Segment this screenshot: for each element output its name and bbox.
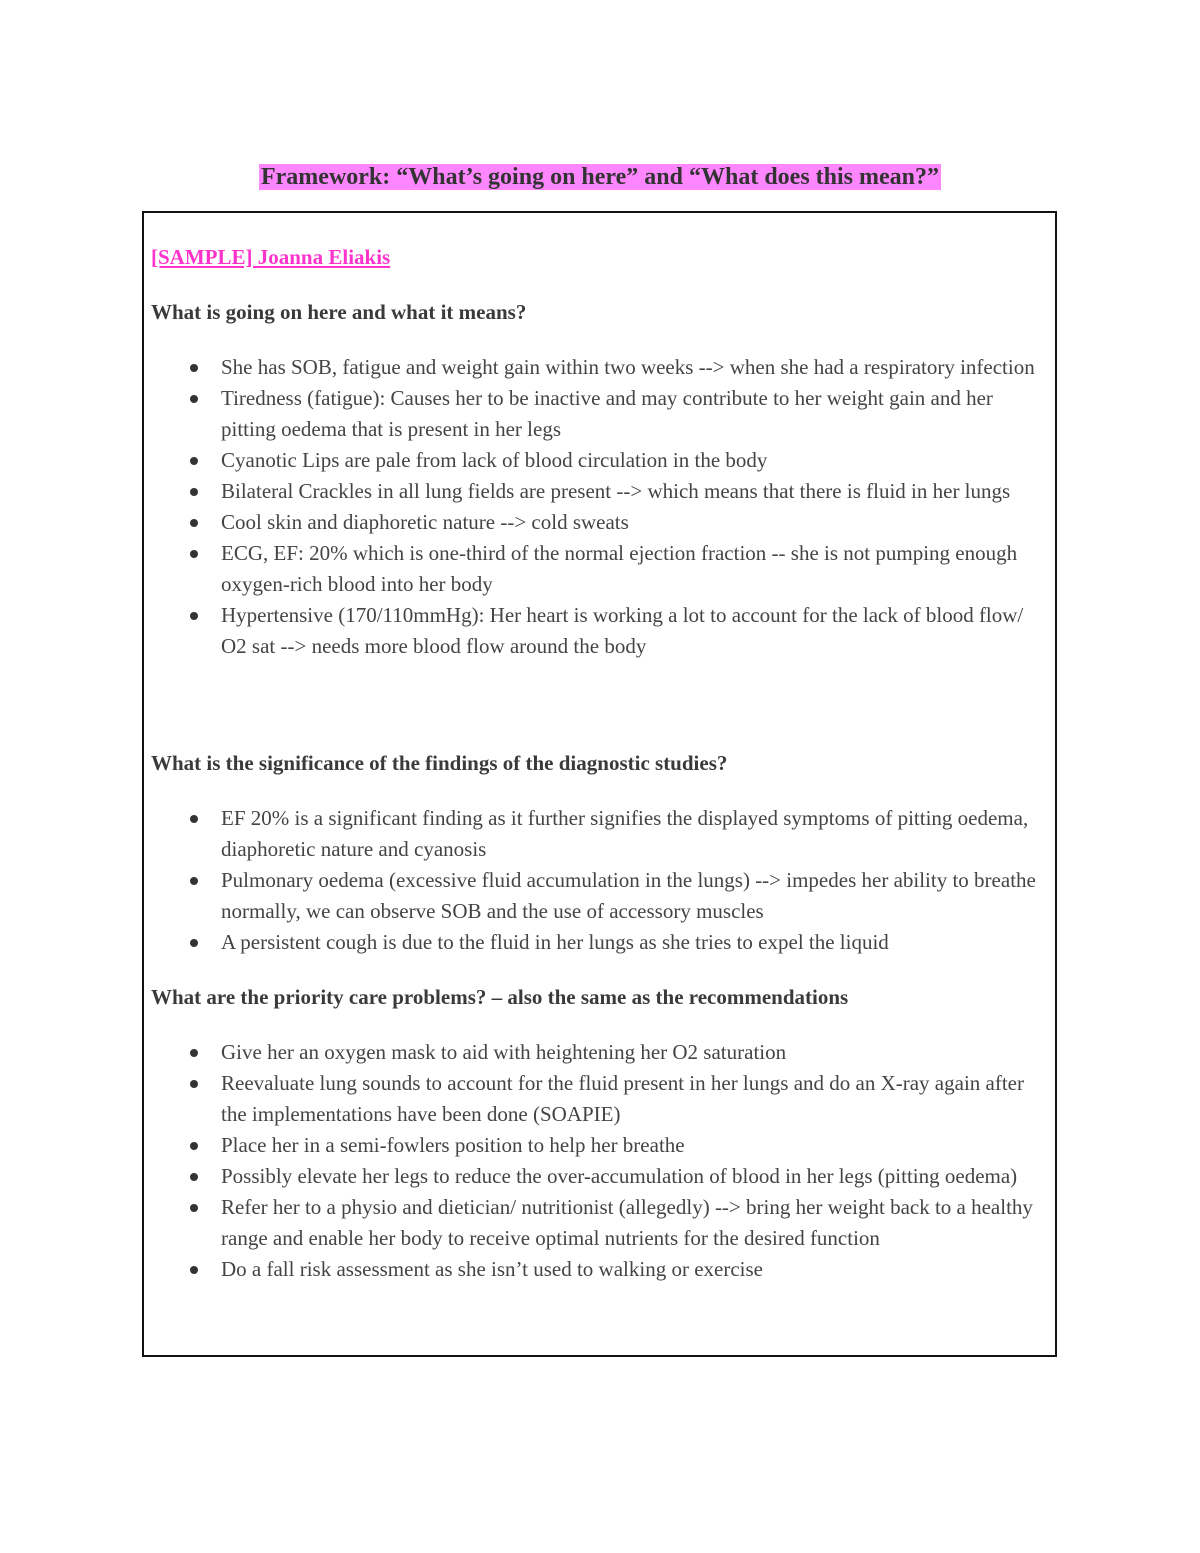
bullet-icon: [190, 550, 198, 558]
bullet-icon: [190, 488, 198, 496]
list-item: [151, 1161, 1051, 1192]
list-item-text: Cyanotic Lips are pale from lack of blood circulation in the body: [221, 448, 768, 472]
list-item: [151, 865, 1051, 927]
bullet-list-significance: [151, 803, 1051, 958]
list-item: [151, 383, 1051, 445]
list-item-text: Give her an oxygen mask to aid with heightening her O2 saturation: [221, 1040, 787, 1064]
list-item: [151, 538, 1051, 600]
sample-name: [SAMPLE] Joanna Eliakis: [151, 245, 391, 269]
section-heading-significance: What is the significance of the findings of the diagnostic studies?: [151, 751, 728, 775]
list-item: [151, 352, 1051, 383]
section-heading-priority-care: What are the priority care problems? – also the same as the recommendations: [151, 985, 849, 1009]
section-heading-whats-going-on: What is going on here and what it means?: [151, 300, 527, 324]
list-item: [151, 1037, 1051, 1068]
bullet-icon: [190, 1204, 198, 1212]
bullet-icon: [190, 519, 198, 527]
bullet-icon: [190, 1049, 198, 1057]
bullet-icon: [190, 364, 198, 372]
list-item: [151, 507, 1051, 538]
bullet-icon: [190, 1142, 198, 1150]
bullet-icon: [190, 877, 198, 885]
list-item: [151, 1068, 1051, 1130]
list-item-text: Reevaluate lung sounds to account for the fluid present in her lungs and do an X-ray again after the implementations have been done (SOAPIE): [221, 1071, 1024, 1126]
list-item: [151, 927, 1051, 958]
list-item-text: Bilateral Crackles in all lung fields are present --> which means that there is fluid in her lungs: [221, 479, 1011, 503]
list-item: [151, 445, 1051, 476]
list-item-text: Tiredness (fatigue): Causes her to be inactive and may contribute to her weight gain and her pitting oedema that is present in her legs: [221, 386, 993, 441]
page-title-text: Framework: “What’s going on here” and “What does this mean?”: [260, 164, 939, 190]
list-item-text: Possibly elevate her legs to reduce the over-accumulation of blood in her legs (pitting oedema): [221, 1164, 1018, 1188]
list-item-text: She has SOB, fatigue and weight gain within two weeks --> when she had a respiratory infection: [221, 355, 1035, 379]
list-item-text: Place her in a semi-fowlers position to help her breathe: [221, 1133, 685, 1157]
bullet-icon: [190, 1173, 198, 1181]
list-item-text: Refer her to a physio and dietician/ nutritionist (allegedly) --> bring her weight back to a healthy range and enable her body to receive optimal nutrients for the desired function: [221, 1195, 1033, 1250]
list-item: [151, 1130, 1051, 1161]
page-title: [0, 162, 1200, 192]
list-item-text: Cool skin and diaphoretic nature --> cold sweats: [221, 510, 629, 534]
list-item: [151, 803, 1051, 865]
list-item-text: Pulmonary oedema (excessive fluid accumulation in the lungs) --> impedes her ability to breathe normally, we can observe SOB and the use of accessory muscles: [221, 868, 1036, 923]
list-item: [151, 1254, 1051, 1285]
list-item: [151, 600, 1051, 662]
list-item: [151, 1192, 1051, 1254]
bullet-icon: [190, 1266, 198, 1274]
bullet-icon: [190, 612, 198, 620]
bullet-icon: [190, 815, 198, 823]
list-item: [151, 476, 1051, 507]
bullet-icon: [190, 1080, 198, 1088]
list-item-text: Hypertensive (170/110mmHg): Her heart is working a lot to account for the lack of blood flow/ O2 sat --> needs more blood flow around the body: [221, 603, 1024, 658]
bullet-icon: [190, 939, 198, 947]
list-item-text: A persistent cough is due to the fluid in her lungs as she tries to expel the liquid: [221, 930, 889, 954]
bullet-list-whats-going-on: [151, 352, 1051, 662]
list-item-text: ECG, EF: 20% which is one-third of the normal ejection fraction -- she is not pumping enough oxygen-rich blood into her body: [221, 541, 1018, 596]
bullet-list-priority-care: [151, 1037, 1051, 1285]
list-item-text: Do a fall risk assessment as she isn’t used to walking or exercise: [221, 1257, 763, 1281]
list-item-text: EF 20% is a significant finding as it further signifies the displayed symptoms of pitting oedema, diaphoretic nature and cyanosis: [221, 806, 1029, 861]
bullet-icon: [190, 457, 198, 465]
bullet-icon: [190, 395, 198, 403]
